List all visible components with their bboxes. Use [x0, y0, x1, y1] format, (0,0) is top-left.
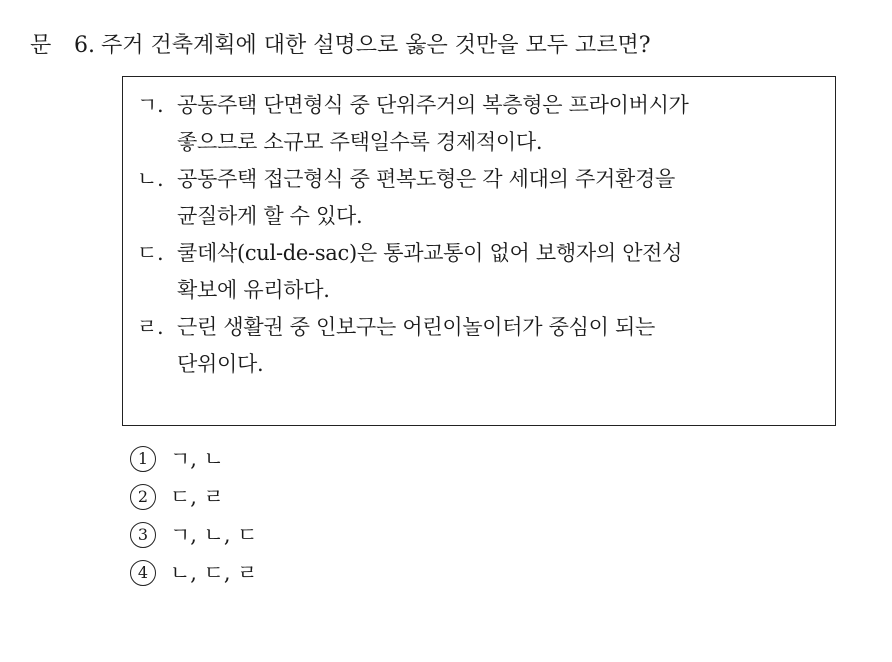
choice-text: ㄱ, ㄴ: [170, 447, 224, 471]
question-text: 주거 건축계획에 대한 설명으로 옳은 것만을 모두 고르면?: [101, 33, 651, 58]
answer-choice-4[interactable]: [130, 554, 258, 592]
statement-text-line: 쿨데삭(cul-de-sac)은 통과교통이 없어 보행자의 안전성: [177, 241, 683, 265]
statement-label: ㄷ.: [137, 241, 164, 265]
statement-text-line: 근린 생활권 중 인보구는 어린이놀이터가 중심이 되는: [177, 315, 655, 339]
choice-text: ㄷ, ㄹ: [170, 485, 224, 509]
statement-text-line: 균질하게 할 수 있다.: [177, 204, 363, 228]
question-stem: [30, 30, 870, 62]
question-prefix: 문: [30, 33, 52, 58]
answer-choice-3[interactable]: [130, 516, 258, 554]
statement-label: ㄱ.: [137, 93, 164, 117]
answer-choice-2[interactable]: [130, 478, 258, 516]
statement-label: ㄹ.: [137, 315, 164, 339]
choice-text: ㄴ, ㄷ, ㄹ: [170, 561, 258, 585]
choice-number-circle: 4: [130, 560, 156, 586]
statement-text-line: 공동주택 접근형식 중 편복도형은 각 세대의 주거환경을: [177, 167, 675, 191]
statement-label: ㄴ.: [137, 167, 164, 191]
statement-text-line: 확보에 유리하다.: [177, 278, 330, 302]
answer-choice-1[interactable]: [130, 440, 258, 478]
choice-text: ㄱ, ㄴ, ㄷ: [170, 523, 258, 547]
question-number: 6.: [74, 33, 95, 58]
choice-number-circle: 3: [130, 522, 156, 548]
statement-item: [137, 161, 823, 235]
statement-text-line: 좋으므로 소규모 주택일수록 경제적이다.: [177, 130, 543, 154]
answer-choices: [130, 440, 258, 592]
statement-text-line: 공동주택 단면형식 중 단위주거의 복층형은 프라이버시가: [177, 93, 689, 117]
statement-item: [137, 309, 823, 383]
statement-text-line: 단위이다.: [177, 352, 264, 376]
statement-item: [137, 87, 823, 161]
choice-number-circle: 1: [130, 446, 156, 472]
choice-number-circle: 2: [130, 484, 156, 510]
statement-box: [122, 76, 836, 426]
statement-item: [137, 235, 823, 309]
